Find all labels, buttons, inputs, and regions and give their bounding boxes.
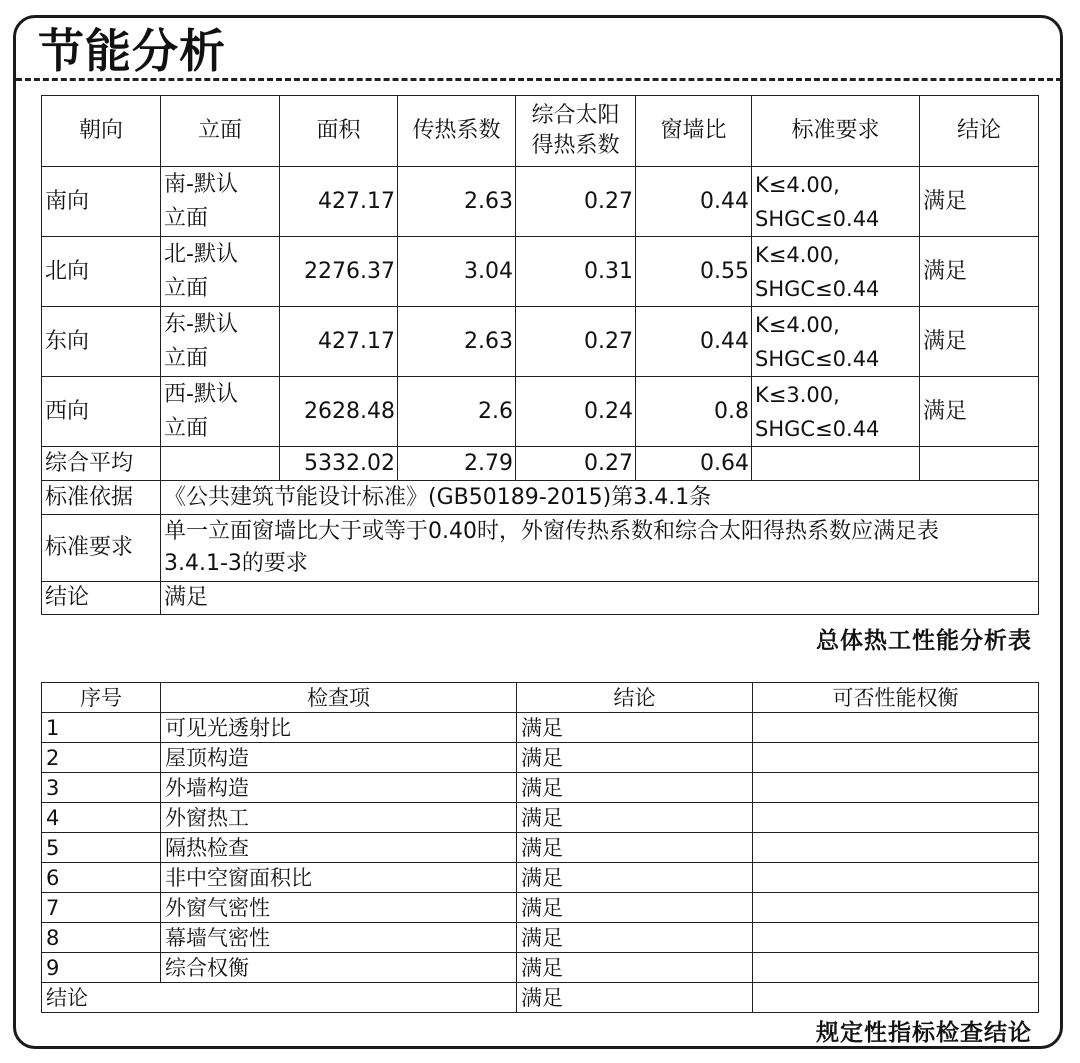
check-no-cell: 1 <box>42 713 161 743</box>
check-tradeoff-cell <box>753 743 1039 773</box>
basis-text: 《公共建筑节能设计标准》(GB50189-2015)第3.4.1条 <box>161 481 1039 515</box>
area-cell: 427.17 <box>280 307 398 377</box>
check-item-cell: 非中空窗面积比 <box>161 863 517 893</box>
ratio-cell: 0.44 <box>636 167 752 237</box>
check-no-cell: 8 <box>42 923 161 953</box>
requirement-k: K≤4.00, <box>755 172 840 197</box>
header-shgc-line1: 综合太阳 <box>531 103 620 128</box>
conclusion-label: 结论 <box>42 582 161 615</box>
check-tradeoff-cell <box>753 863 1039 893</box>
facade-line2: 立面 <box>164 345 209 371</box>
average-ratio: 0.64 <box>636 447 752 481</box>
requirement-cell <box>752 307 920 377</box>
check-item-cell: 外窗热工 <box>161 803 517 833</box>
k-cell: 2.6 <box>398 377 516 447</box>
conclusion-row <box>42 582 1039 615</box>
average-shgc: 0.27 <box>516 447 636 481</box>
table-row <box>42 167 1039 237</box>
requirement-shgc: SHGC≤0.44 <box>755 276 880 301</box>
requirement-k: K≤3.00, <box>755 382 840 407</box>
thermal-performance-table <box>41 95 1039 615</box>
check-no-cell: 4 <box>42 803 161 833</box>
requirement-label: 标准要求 <box>42 515 161 582</box>
table-row <box>42 803 1039 833</box>
check-result-cell: 满足 <box>517 863 753 893</box>
table-row <box>42 863 1039 893</box>
header-area: 面积 <box>280 96 398 167</box>
header-k: 传热系数 <box>398 96 516 167</box>
check-item-cell: 屋顶构造 <box>161 743 517 773</box>
facade-line2: 立面 <box>164 275 209 301</box>
shgc-cell: 0.31 <box>516 237 636 307</box>
requirement-k: K≤4.00, <box>755 242 840 267</box>
header-orientation: 朝向 <box>42 96 161 167</box>
conclusion-text: 满足 <box>161 582 1039 615</box>
check-result-cell: 满足 <box>517 743 753 773</box>
facade-line1: 东-默认 <box>164 311 238 337</box>
orientation-cell: 南向 <box>42 167 161 237</box>
check-conclusion-row <box>42 983 1039 1013</box>
table-row <box>42 713 1039 743</box>
table-row <box>42 307 1039 377</box>
table-row <box>42 237 1039 307</box>
facade-line1: 西-默认 <box>164 381 238 407</box>
table-row <box>42 743 1039 773</box>
check-result-cell: 满足 <box>517 953 753 983</box>
basis-row <box>42 481 1039 515</box>
average-result <box>920 447 1039 481</box>
ratio-cell: 0.8 <box>636 377 752 447</box>
shgc-cell: 0.24 <box>516 377 636 447</box>
page-title: 节能分析 <box>38 24 226 78</box>
table-row <box>42 773 1039 803</box>
facade-cell <box>161 237 280 307</box>
average-row <box>42 447 1039 481</box>
average-area: 5332.02 <box>280 447 398 481</box>
header-requirement: 标准要求 <box>752 96 920 167</box>
facade-line1: 北-默认 <box>164 241 238 267</box>
check-item-cell: 综合权衡 <box>161 953 517 983</box>
check-header-item: 检查项 <box>161 683 517 713</box>
header-facade: 立面 <box>161 96 280 167</box>
ratio-cell: 0.44 <box>636 307 752 377</box>
thermal-table-caption: 总体热工性能分析表 <box>816 628 1032 654</box>
check-item-cell: 幕墙气密性 <box>161 923 517 953</box>
check-tradeoff-cell <box>753 953 1039 983</box>
table-row <box>42 953 1039 983</box>
average-requirement <box>752 447 920 481</box>
orientation-cell: 西向 <box>42 377 161 447</box>
requirement-shgc: SHGC≤0.44 <box>755 206 880 231</box>
average-label: 综合平均 <box>42 447 161 481</box>
requirement-shgc: SHGC≤0.44 <box>755 346 880 371</box>
facade-cell <box>161 377 280 447</box>
facade-line2: 立面 <box>164 415 209 441</box>
requirement-k: K≤4.00, <box>755 312 840 337</box>
check-result-cell: 满足 <box>517 803 753 833</box>
check-conclusion-label: 结论 <box>42 983 517 1013</box>
check-no-cell: 9 <box>42 953 161 983</box>
check-result-cell: 满足 <box>517 893 753 923</box>
check-tradeoff-cell <box>753 833 1039 863</box>
check-header-result: 结论 <box>517 683 753 713</box>
check-header-no: 序号 <box>42 683 161 713</box>
result-cell: 满足 <box>920 237 1039 307</box>
orientation-cell: 东向 <box>42 307 161 377</box>
requirement-cell <box>752 377 920 447</box>
check-table-caption: 规定性指标检查结论 <box>816 1020 1032 1046</box>
check-tradeoff-cell <box>753 923 1039 953</box>
prescriptive-check-table <box>41 682 1039 1013</box>
table-row <box>42 833 1039 863</box>
facade-cell <box>161 307 280 377</box>
area-cell: 2276.37 <box>280 237 398 307</box>
k-cell: 2.63 <box>398 307 516 377</box>
table-header-row <box>42 96 1039 167</box>
basis-label: 标准依据 <box>42 481 161 515</box>
table-row <box>42 377 1039 447</box>
facade-cell <box>161 167 280 237</box>
k-cell: 2.63 <box>398 167 516 237</box>
check-tradeoff-cell <box>753 803 1039 833</box>
orientation-cell: 北向 <box>42 237 161 307</box>
check-conclusion-tradeoff <box>753 983 1039 1013</box>
shgc-cell: 0.27 <box>516 307 636 377</box>
area-cell: 2628.48 <box>280 377 398 447</box>
requirement-cell <box>752 237 920 307</box>
area-cell: 427.17 <box>280 167 398 237</box>
header-shgc <box>516 96 636 167</box>
check-no-cell: 6 <box>42 863 161 893</box>
requirement-line1: 单一立面窗墙比大于或等于0.40时，外窗传热系数和综合太阳得热系数应满足表 <box>164 519 939 544</box>
check-no-cell: 7 <box>42 893 161 923</box>
check-no-cell: 3 <box>42 773 161 803</box>
k-cell: 3.04 <box>398 237 516 307</box>
result-cell: 满足 <box>920 307 1039 377</box>
table-row <box>42 893 1039 923</box>
requirement-text <box>161 515 1039 582</box>
check-conclusion-result: 满足 <box>517 983 753 1013</box>
header-shgc-line2: 得热系数 <box>531 133 620 158</box>
result-cell: 满足 <box>920 167 1039 237</box>
requirement-row <box>42 515 1039 582</box>
check-item-cell: 外墙构造 <box>161 773 517 803</box>
ratio-cell: 0.55 <box>636 237 752 307</box>
check-tradeoff-cell <box>753 773 1039 803</box>
header-ratio: 窗墙比 <box>636 96 752 167</box>
header-result: 结论 <box>920 96 1039 167</box>
check-item-cell: 外窗气密性 <box>161 893 517 923</box>
requirement-line2: 3.4.1-3的要求 <box>164 551 308 576</box>
requirement-shgc: SHGC≤0.44 <box>755 416 880 441</box>
average-facade <box>161 447 280 481</box>
check-result-cell: 满足 <box>517 713 753 743</box>
check-tradeoff-cell <box>753 713 1039 743</box>
check-result-cell: 满足 <box>517 833 753 863</box>
check-result-cell: 满足 <box>517 773 753 803</box>
table-row <box>42 923 1039 953</box>
check-header-tradeoff: 可否性能权衡 <box>753 683 1039 713</box>
check-result-cell: 满足 <box>517 923 753 953</box>
check-item-cell: 隔热检查 <box>161 833 517 863</box>
title-divider <box>16 78 1062 81</box>
check-no-cell: 5 <box>42 833 161 863</box>
facade-line1: 南-默认 <box>164 171 238 197</box>
check-tradeoff-cell <box>753 893 1039 923</box>
shgc-cell: 0.27 <box>516 167 636 237</box>
check-no-cell: 2 <box>42 743 161 773</box>
facade-line2: 立面 <box>164 205 209 231</box>
check-header-row <box>42 683 1039 713</box>
requirement-cell <box>752 167 920 237</box>
result-cell: 满足 <box>920 377 1039 447</box>
average-k: 2.79 <box>398 447 516 481</box>
check-item-cell: 可见光透射比 <box>161 713 517 743</box>
